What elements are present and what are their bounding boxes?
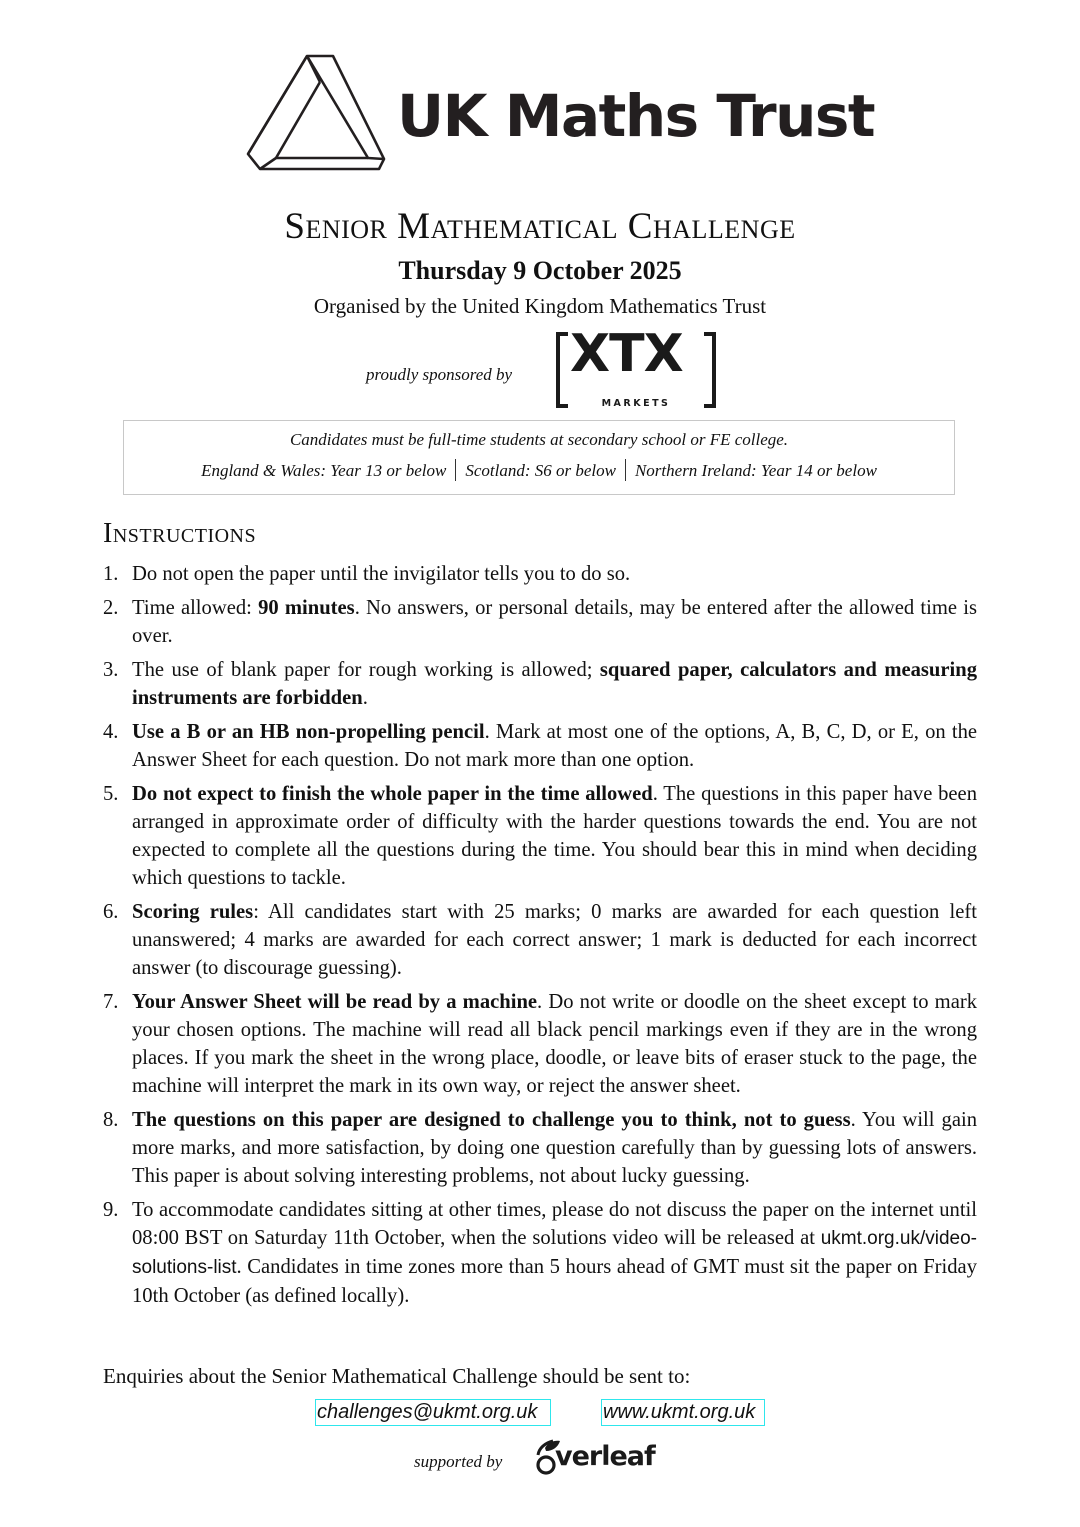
- instruction-number: 7.: [103, 991, 119, 1013]
- website-link[interactable]: www.ukmt.org.uk: [601, 1399, 765, 1426]
- ukmt-logo: [244, 50, 875, 185]
- exam-date: Thursday 9 October 2025: [398, 256, 682, 285]
- separator: [455, 459, 456, 481]
- instruction-item: [103, 780, 977, 892]
- eligibility-box: [123, 420, 955, 495]
- instruction-item: [103, 718, 977, 774]
- enquiries-text: Enquiries about the Senior Mathematical Challenge should be sent to:: [103, 1364, 691, 1388]
- instruction-item: [103, 1106, 977, 1190]
- instruction-emphasis: Do not expect to finish the whole paper in the time allowed: [132, 783, 653, 805]
- email-link[interactable]: challenges@ukmt.org.uk: [315, 1399, 551, 1426]
- instructions-heading: Instructions: [103, 518, 257, 549]
- separator: [625, 459, 626, 481]
- instruction-item: [103, 988, 977, 1100]
- instruction-item: [103, 656, 977, 712]
- instruction-emphasis: The questions on this paper are designed to challenge you to think, not to guess: [132, 1109, 851, 1131]
- instruction-number: 6.: [103, 901, 119, 923]
- instruction-text: Do not open the paper until the invigilator tells you to do so.: [132, 563, 631, 585]
- instruction-text: .: [362, 687, 368, 709]
- instruction-text: Time allowed:: [132, 597, 259, 619]
- instruction-number: 2.: [103, 597, 119, 619]
- xtx-markets-sub: MARKETS: [601, 398, 671, 409]
- instruction-text: . Mark at most one of the options, A, B, C, D, or E, on the Answer Sheet for each question. Do not mark more than one option.: [132, 721, 978, 771]
- instruction-emphasis: 90 minutes: [258, 597, 355, 619]
- eligibility-regions: [124, 459, 954, 481]
- bracket-right: [704, 332, 716, 408]
- instruction-number: 4.: [103, 721, 119, 743]
- region-northern-ireland: Northern Ireland: Year 14 or below: [634, 461, 877, 480]
- instruction-item: [103, 898, 977, 982]
- instruction-text: . Do not write or doodle on the sheet except to mark your chosen options. The machine will read all black pencil markings even if they are in the wrong places. If you mark the sheet in the wrong place, doodle, or leave bits of eraser stuck to the page, the machine will interpret the mark in its own way, or reject the answer sheet.: [132, 991, 977, 1097]
- competition-title: Senior Mathematical Challenge: [284, 206, 796, 247]
- supported-label: supported by: [414, 1452, 503, 1471]
- instruction-number: 1.: [103, 563, 119, 585]
- instruction-text: . Candidates in time zones more than 5 hours ahead of GMT must sit the paper on Friday 10th October (as defined locally).: [132, 1256, 977, 1307]
- instructions-list: [103, 560, 977, 1316]
- instruction-item: [103, 1196, 977, 1310]
- organiser-line: Organised by the United Kingdom Mathematics Trust: [313, 294, 767, 318]
- instruction-text: To accommodate candidates sitting at other times, please do not discuss the paper on the internet until 08:00 BST on Saturday 11th October, when the solutions video will be released at: [132, 1199, 977, 1249]
- instruction-item: [103, 594, 977, 650]
- instruction-item: [103, 560, 977, 588]
- video-solutions-link[interactable]: ukmt.org.uk/video-solutions-list: [132, 1228, 977, 1278]
- region-england-wales: England & Wales: Year 13 or below: [201, 461, 447, 480]
- instruction-number: 3.: [103, 659, 119, 681]
- overleaf-wordmark: verleaf: [555, 1441, 655, 1472]
- sponsor-label: proudly sponsored by: [366, 365, 513, 384]
- instruction-text: : All candidates start with 25 marks; 0 marks are awarded for each question left unanswered; 4 marks are awarded for each correct answer; 1 mark is deducted for each incorrect answer (to discourage guessing).: [132, 901, 977, 979]
- xtx-markets-logo: [556, 324, 716, 412]
- instruction-number: 9.: [103, 1199, 119, 1221]
- overleaf-logo: [533, 1438, 673, 1478]
- instruction-text: The use of blank paper for rough working is allowed;: [132, 659, 600, 681]
- xtx-wordmark: XTX: [570, 324, 683, 384]
- instruction-number: 8.: [103, 1109, 119, 1131]
- instruction-number: 5.: [103, 783, 119, 805]
- logo-wordmark: UK Maths Trust: [397, 82, 875, 150]
- bracket-left: [556, 332, 568, 408]
- instruction-emphasis: squared paper, calculators and measuring instruments are forbidden: [132, 659, 977, 709]
- instruction-emphasis: Scoring rules: [132, 901, 254, 923]
- instruction-emphasis: Your Answer Sheet will be read by a machine: [132, 991, 538, 1013]
- eligibility-statement: Candidates must be full-time students at secondary school or FE college.: [289, 430, 789, 449]
- instruction-text: . The questions in this paper have been arranged in approximate order of difficulty with the harder questions towards the end. You are not expected to complete all the questions during the time. You should bear this in mind when deciding which questions to tackle.: [132, 783, 977, 889]
- region-scotland: Scotland: S6 or below: [465, 461, 616, 480]
- instruction-text: . No answers, or personal details, may be entered after the allowed time is over.: [132, 597, 977, 647]
- instruction-emphasis: Use a B or an HB non-propelling pencil: [132, 721, 485, 743]
- instruction-text: . You will gain more marks, and more satisfaction, by doing one question carefully than by guessing lots of answers. This paper is about solving interesting problems, not about lucky guessing.: [132, 1109, 977, 1187]
- impossible-triangle-icon: [244, 50, 389, 185]
